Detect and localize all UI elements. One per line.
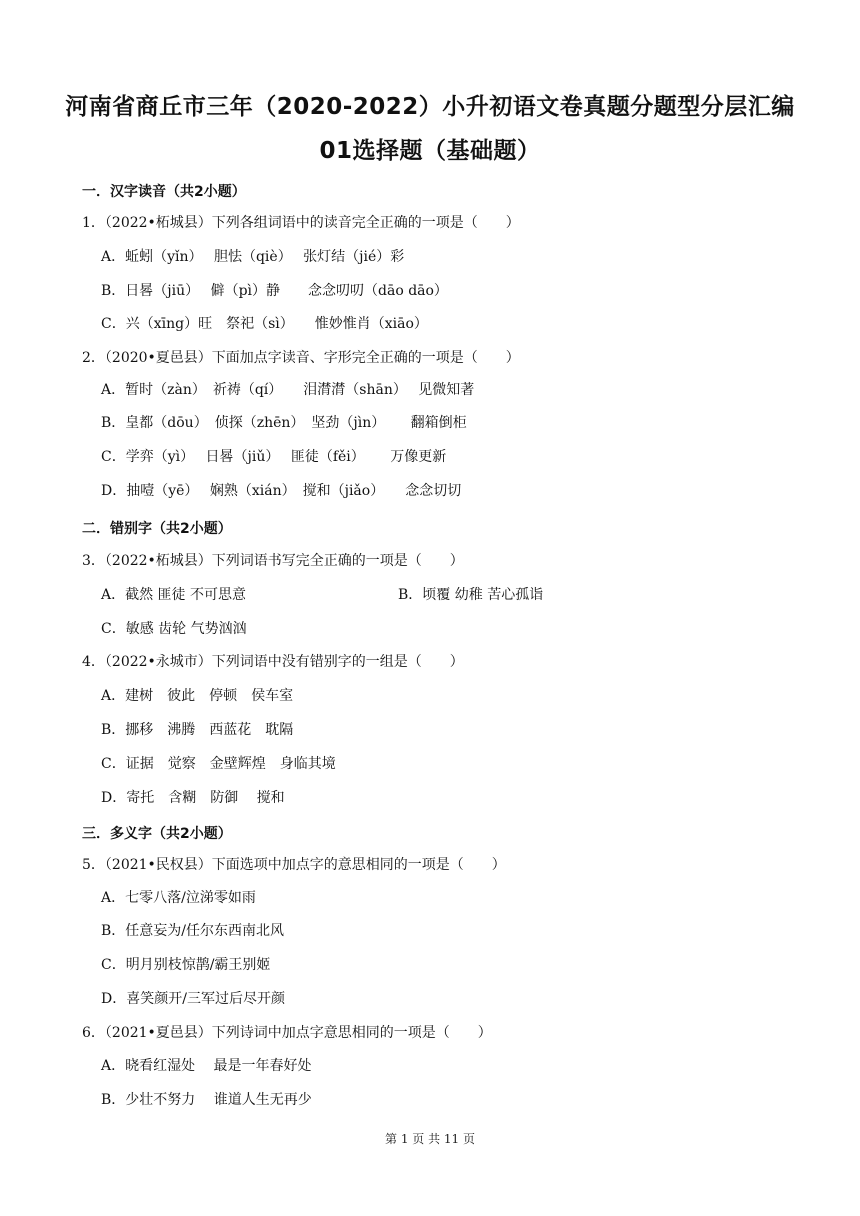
section-heading: 二．错别字（共2小题） bbox=[82, 521, 232, 537]
option-a: A．暂时（zàn） 祈祷（qí） 泪潸潸（shān） 见微知著 bbox=[101, 382, 475, 398]
question-stem: 2．（2020•夏邑县）下面加点字读音、字形完全正确的一项是（ ） bbox=[82, 350, 520, 366]
option-b: B．顷覆 幼稚 苦心孤诣 bbox=[398, 587, 544, 603]
option-c: C．明月别枝惊鹊/霸王别姬 bbox=[101, 957, 271, 973]
page-footer: 第 1 页 共 11 页 bbox=[385, 1132, 475, 1146]
option-c: C．兴（xīng）旺 祭祀（sì） 惟妙惟肖（xiāo） bbox=[101, 316, 428, 332]
option-c: C．证据 觉察 金壁辉煌 身临其境 bbox=[101, 756, 336, 772]
option-b: B．日晷（jiū） 僻（pì）静 念念叨叨（dāo dāo） bbox=[101, 283, 448, 299]
section-heading: 三．多义字（共2小题） bbox=[82, 826, 232, 842]
option-a: A．建树 彼此 停顿 侯车室 bbox=[101, 688, 294, 704]
option-a: A．截然 匪徒 不可思意 bbox=[101, 587, 247, 603]
question-stem: 5．（2021•民权县）下面选项中加点字的意思相同的一项是（ ） bbox=[82, 857, 506, 873]
document-subtitle: 01选择题（基础题） bbox=[319, 138, 541, 164]
option-a: A．晓看红湿处 最是一年春好处 bbox=[101, 1058, 312, 1074]
option-d: D．抽噎（yē） 娴熟（xián） 搅和（jiǎo） 念念切切 bbox=[101, 483, 462, 499]
question-stem: 6．（2021•夏邑县）下列诗词中加点字意思相同的一项是（ ） bbox=[82, 1025, 492, 1041]
option-a: A．蚯蚓（yǐn） 胆怯（qiè） 张灯结（jié）彩 bbox=[101, 249, 405, 265]
option-b: B．任意妄为/任尔东西南北风 bbox=[101, 923, 285, 939]
option-d: D．寄托 含糊 防御 搅和 bbox=[101, 790, 285, 806]
option-b: B．皇都（dōu） 侦探（zhēn） 坚劲（jìn） 翻箱倒柜 bbox=[101, 415, 467, 431]
option-c: C．敏感 齿轮 气势汹汹 bbox=[101, 621, 247, 637]
question-stem: 1．（2022•柘城县）下列各组词语中的读音完全正确的一项是（ ） bbox=[82, 215, 520, 231]
question-stem: 4．（2022•永城市）下列词语中没有错别字的一组是（ ） bbox=[82, 654, 464, 670]
section-heading: 一．汉字读音（共2小题） bbox=[82, 184, 246, 200]
option-b: B．挪移 沸腾 西蓝花 耽隔 bbox=[101, 722, 294, 738]
option-b: B．少壮不努力 谁道人生无再少 bbox=[101, 1092, 312, 1108]
option-d: D．喜笑颜开/三军过后尽开颜 bbox=[101, 991, 285, 1007]
document-title: 河南省商丘市三年（2020-2022）小升初语文卷真题分题型分层汇编 bbox=[65, 94, 795, 120]
option-c: C．学弈（yì） 日晷（jiǔ） 匪徒（fěi） 万像更新 bbox=[101, 449, 447, 465]
question-stem: 3．（2022•柘城县）下列词语书写完全正确的一项是（ ） bbox=[82, 553, 464, 569]
option-a: A．七零八落/泣涕零如雨 bbox=[101, 890, 256, 906]
